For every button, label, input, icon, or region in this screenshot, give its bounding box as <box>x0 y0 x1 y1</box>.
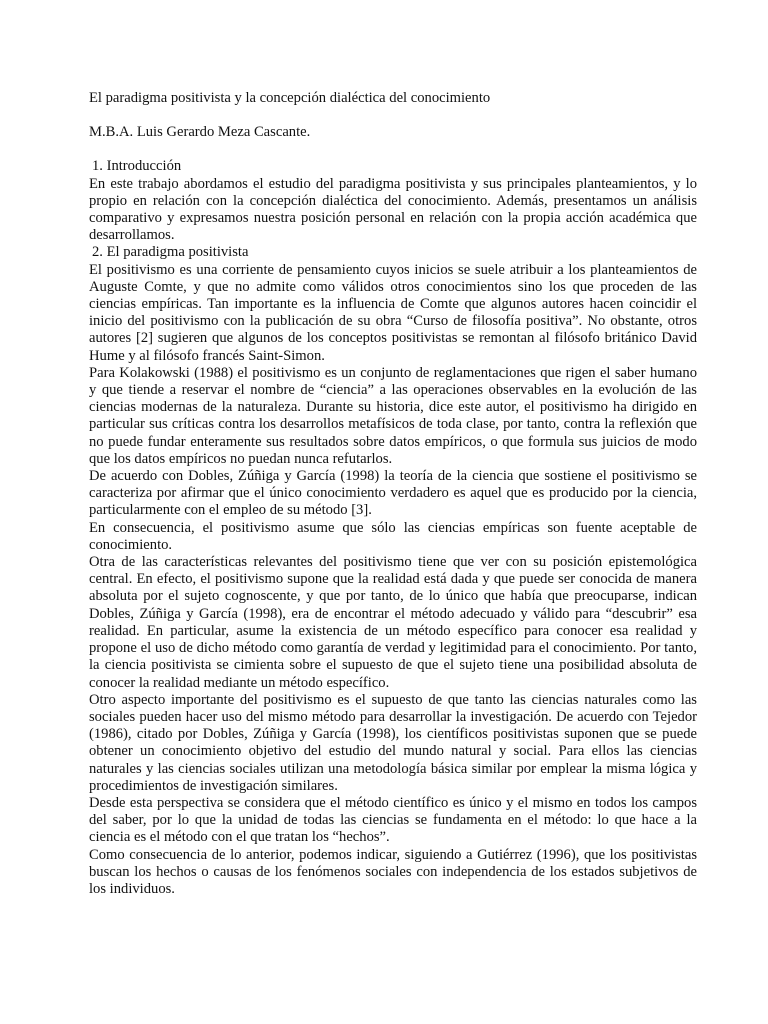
paragraph: Para Kolakowski (1988) el positivismo es un conjunto de reglamentaciones que rigen el saber humano y que tiende a reservar el nombre de “ciencia” a las operaciones observables en la evolución de las ciencias modernas de la naturaleza. Durante su historia, dice este autor, el positivismo ha dirigido en particular sus críticas contra los desarrollos metafísicos de toda clase, por tanto, contra la reflexión que no puede fundar enteramente sus resultados sobre datos empíricos, o que formula sus juicios de modo que los datos empíricos no puedan nunca refutarlos. <box>89 364 697 467</box>
paragraph: Como consecuencia de lo anterior, podemos indicar, siguiendo a Gutiérrez (1996), que los positivistas buscan los hechos o causas de los fenómenos sociales con independencia de los estados subjetivos de los individuos. <box>89 846 697 897</box>
paragraph: En consecuencia, el positivismo asume que sólo las ciencias empíricas son fuente aceptable de conocimiento. <box>89 519 697 553</box>
paragraph: El positivismo es una corriente de pensamiento cuyos inicios se suele atribuir a los planteamientos de Auguste Comte, y que no admite como válidos otros conocimientos sino los que proceden de las ciencias empíricas. Tan importante es la influencia de Comte que algunos autores hacen coincidir el inicio del positivismo con la publicación de su obra “Curso de filosofía positiva”. No obstante, otros autores [2] sugieren que algunos de los conceptos positivistas se remontan al filósofo británico David Hume y al filósofo francés Saint-Simon. <box>89 261 697 364</box>
paragraph: De acuerdo con Dobles, Zúñiga y García (1998) la teoría de la ciencia que sostiene el positivismo se caracteriza por afirmar que el único conocimiento verdadero es aquel que es producido por la ciencia, particularmente con el empleo de su método [3]. <box>89 468 697 519</box>
document-page <box>89 90 697 898</box>
paragraph: Desde esta perspectiva se considera que el método científico es único y el mismo en todos los campos del saber, por lo que la unidad de todas las ciencias se fundamenta en el método: lo que hace a la ciencia es el método con el que tratan los “hechos”. <box>89 794 697 846</box>
section-heading: 1. Introducción <box>92 158 182 175</box>
section-introduction <box>89 158 697 244</box>
paragraph: Otro aspecto importante del positivismo es el supuesto de que tanto las ciencias naturales como las sociales pueden hacer uso del mismo método para desarrollar la investigación. De acuerdo con Tejedor (1986), citado por Dobles, Zúñiga y García (1998), los científicos positivistas suponen que se puede obtener un conocimiento objetivo del estudio del mundo natural y social. Para ellos las ciencias naturales y las ciencias sociales utilizan una metodología básica similar por emplear la misma lógica y procedimientos de investigación similares. <box>89 691 697 794</box>
section-heading: 2. El paradigma positivista <box>92 244 249 261</box>
document-author: M.B.A. Luis Gerardo Meza Cascante. <box>89 124 311 141</box>
paragraph: Otra de las características relevantes del positivismo tiene que ver con su posición epistemológica central. En efecto, el positivismo supone que la realidad está dada y que puede ser conocida de manera absoluta por el sujeto cognoscente, y que por tanto, de lo único que había que preocuparse, indican Dobles, Zúñiga y García (1998), era de encontrar el método adecuado y válido para “descubrir” esa realidad. En particular, asume la existencia de un método específico para conocer esa realidad y propone el uso de dicho método como garantía de verdad y legitimidad para el conocimiento. Por tanto, la ciencia positivista se cimienta sobre el supuesto de que el sujeto tiene una posibilidad absoluta de conocer la realidad mediante un método específico. <box>89 554 697 691</box>
section-paradigma-positivista <box>89 244 697 898</box>
paragraph: En este trabajo abordamos el estudio del paradigma positivista y sus principales planteamientos, y lo propio en relación con la concepción dialéctica del conocimiento. Además, presentamos un análisis comparativo y expresamos nuestra posición personal en relación con la propia acción académica que desarrollamos. <box>89 175 697 244</box>
document-title: El paradigma positivista y la concepción dialéctica del conocimiento <box>89 90 491 106</box>
